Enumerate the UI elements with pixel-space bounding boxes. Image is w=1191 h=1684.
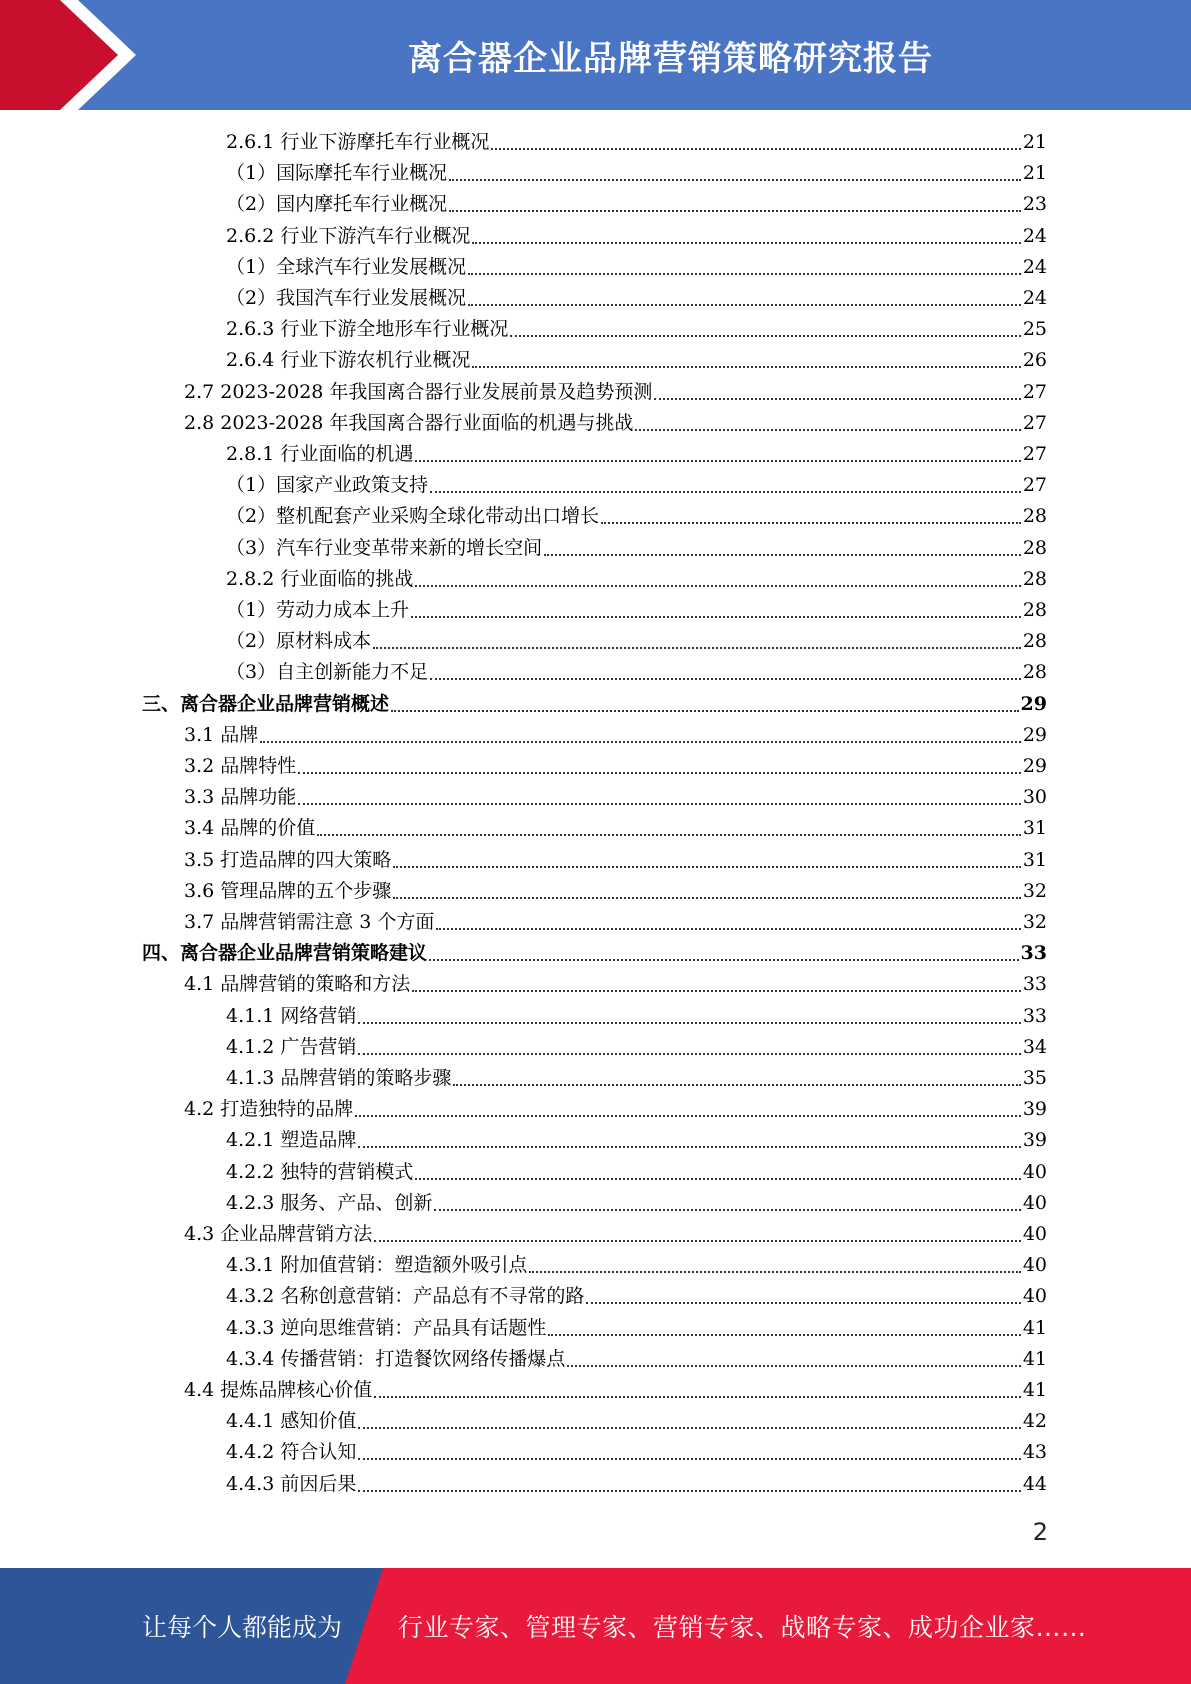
toc-entry-label: （1）劳动力成本上升	[226, 599, 410, 621]
toc-dot-leader	[586, 1302, 1020, 1304]
toc-entry-page: 27	[1022, 380, 1047, 403]
toc-entry[interactable]	[226, 189, 1047, 220]
toc-entry[interactable]	[226, 158, 1047, 189]
toc-dot-leader	[472, 366, 1020, 368]
toc-entry-label: 3.2 品牌特性	[184, 755, 297, 777]
toc-entry[interactable]	[226, 127, 1047, 158]
toc-entry-page: 44	[1022, 1472, 1047, 1495]
toc-entry-page: 33	[1020, 942, 1047, 965]
toc-entry-label: 2.8.2 行业面临的挑战	[226, 567, 414, 590]
toc-dot-leader	[544, 554, 1021, 556]
toc-dot-leader	[358, 1053, 1020, 1055]
toc-entry-page: 29	[1020, 692, 1047, 715]
toc-entry[interactable]	[184, 782, 1047, 813]
toc-entry-page: 42	[1022, 1410, 1047, 1433]
toc-entry-page: 41	[1022, 1316, 1047, 1339]
toc-dot-leader	[436, 928, 1020, 930]
toc-entry-label: 2.7 2023-2028 年我国离合器行业发展前景及趋势预测	[184, 380, 653, 403]
toc-entry-page: 32	[1022, 879, 1047, 902]
toc-entry-page: 33	[1022, 973, 1047, 996]
toc-entry[interactable]	[226, 439, 1047, 470]
toc-entry-label: （1）全球汽车行业发展概况	[226, 255, 467, 278]
toc-dot-leader	[358, 1458, 1020, 1460]
toc-entry-label: 2.6.1 行业下游摩托车行业概况	[226, 131, 490, 153]
toc-dot-leader	[298, 803, 1021, 805]
toc-entry[interactable]	[184, 1219, 1047, 1250]
toc-entry-page: 21	[1022, 162, 1047, 185]
toc-entry[interactable]	[226, 1469, 1047, 1500]
toc-entry[interactable]	[226, 564, 1047, 595]
toc-entry-label: 4.2.1 塑造品牌	[226, 1129, 357, 1152]
toc-entry-label: 4.4.1 感知价值	[226, 1410, 357, 1433]
toc-entry-label: 4.1 品牌营销的策略和方法	[184, 973, 411, 996]
toc-dot-leader	[391, 710, 1019, 712]
footer-banner	[0, 1568, 1191, 1684]
toc-dot-leader	[449, 210, 1021, 212]
toc-entry[interactable]	[184, 1375, 1047, 1406]
toc-entry-label: 4.3.2 名称创意营销：产品总有不寻常的路	[226, 1285, 585, 1308]
toc-dot-leader	[510, 335, 1020, 337]
toc-entry-label: （2）国内摩托车行业概况	[226, 193, 448, 216]
toc-entry-label: 4.2.3 服务、产品、创新	[226, 1191, 433, 1214]
toc-entry-page: 27	[1022, 443, 1047, 465]
toc-entry-label: 4.3 企业品牌营销方法	[184, 1223, 373, 1245]
toc-entry[interactable]	[184, 1094, 1047, 1125]
toc-entry-page: 32	[1022, 911, 1047, 933]
toc-entry[interactable]	[226, 1313, 1047, 1344]
toc-entry-label: （3）自主创新能力不足	[226, 661, 429, 684]
toc-dot-leader	[358, 1022, 1020, 1024]
header-banner	[0, 0, 1191, 110]
toc-entry-page: 24	[1022, 287, 1047, 309]
toc-dot-leader	[548, 1334, 1020, 1336]
toc-entry-label: 3.6 管理品牌的五个步骤	[184, 879, 392, 902]
toc-entry-page: 30	[1022, 786, 1047, 809]
toc-entry-label: 4.2 打造独特的品牌	[184, 1098, 354, 1121]
toc-entry[interactable]	[184, 907, 1047, 938]
footer-slogan-right: 行业专家、管理专家、营销专家、战略专家、成功企业家……	[398, 1613, 1087, 1642]
toc-entry-page: 28	[1022, 567, 1047, 590]
toc-entry[interactable]	[226, 1125, 1047, 1156]
toc-entry[interactable]	[226, 1250, 1047, 1281]
toc-entry[interactable]	[226, 501, 1047, 532]
toc-entry[interactable]	[184, 408, 1047, 439]
toc-entry-label: 2.6.4 行业下游农机行业概况	[226, 349, 471, 372]
toc-entry-label: 4.2.2 独特的营销模式	[226, 1160, 414, 1183]
toc-entry-label: （2）整机配套产业采购全球化带动出口增长	[226, 505, 600, 528]
toc-entry-label: 4.1.2 广告营销	[226, 1035, 357, 1058]
toc-entry[interactable]	[184, 720, 1047, 751]
toc-entry[interactable]	[184, 969, 1047, 1000]
toc-entry-page: 24	[1022, 255, 1047, 278]
toc-entry[interactable]	[226, 252, 1047, 283]
toc-entry[interactable]	[226, 1032, 1047, 1063]
toc-entry-label: 2.6.3 行业下游全地形车行业概况	[226, 318, 509, 341]
toc-entry-page: 23	[1022, 193, 1047, 216]
toc-entry[interactable]	[226, 1406, 1047, 1437]
toc-entry[interactable]	[226, 1188, 1047, 1219]
toc-entry-label: （1）国际摩托车行业概况	[226, 162, 448, 185]
toc-dot-leader	[434, 1209, 1020, 1211]
toc-entry-label: 四、离合器企业品牌营销策略建议	[142, 942, 428, 965]
toc-entry-label: 2.8 2023-2028 年我国离合器行业面临的机遇与挑战	[184, 411, 634, 434]
toc-dot-leader	[468, 304, 1021, 306]
toc-entry-label: 4.1.3 品牌营销的策略步骤	[226, 1067, 452, 1089]
toc-entry[interactable]	[226, 657, 1047, 688]
toc-entry-page: 29	[1022, 755, 1047, 777]
footer-slogan-left: 让每个人都能成为	[142, 1613, 343, 1642]
toc-entry[interactable]	[226, 314, 1047, 345]
toc-entry-label: （2）我国汽车行业发展概况	[226, 287, 467, 309]
report-title: 离合器企业品牌营销策略研究报告	[408, 38, 933, 79]
toc-dot-leader	[373, 647, 1021, 649]
toc-entry-label: 4.3.1 附加值营销：塑造额外吸引点	[226, 1254, 528, 1277]
toc-entry-label: 2.6.2 行业下游汽车行业概况	[226, 224, 471, 247]
toc-entry-page: 27	[1022, 411, 1047, 434]
toc-entry-page: 31	[1022, 817, 1047, 840]
toc-dot-leader	[358, 1427, 1020, 1429]
toc-entry-page: 28	[1022, 661, 1047, 684]
toc-entry-page: 40	[1022, 1223, 1047, 1245]
toc-entry-label: （3）汽车行业变革带来新的增长空间	[226, 536, 543, 559]
toc-entry-page: 39	[1022, 1098, 1047, 1121]
toc-entry[interactable]	[184, 845, 1047, 876]
toc-dot-leader	[468, 273, 1021, 275]
toc-dot-leader	[415, 1178, 1020, 1180]
toc-entry-label: 4.3.4 传播营销：打造餐饮网络传播爆点	[226, 1347, 566, 1370]
toc-dot-leader	[635, 429, 1020, 431]
toc-entry-label: 4.1.1 网络营销	[226, 1004, 357, 1027]
toc-entry[interactable]	[184, 876, 1047, 907]
toc-entry[interactable]	[226, 470, 1047, 501]
toc-dot-leader	[412, 990, 1021, 992]
toc-entry[interactable]	[226, 1157, 1047, 1188]
toc-dot-leader	[358, 1146, 1020, 1148]
toc-entry[interactable]	[142, 689, 1047, 720]
toc-dot-leader	[529, 1271, 1020, 1273]
toc-entry[interactable]	[226, 626, 1047, 657]
toc-dot-leader	[415, 460, 1020, 462]
toc-dot-leader	[491, 148, 1020, 150]
toc-entry-label: 4.3.3 逆向思维营销：产品具有话题性	[226, 1316, 547, 1339]
toc-entry-page: 28	[1022, 536, 1047, 559]
toc-entry-page: 40	[1022, 1285, 1047, 1308]
toc-entry-page: 43	[1022, 1441, 1047, 1464]
toc-entry[interactable]	[142, 938, 1047, 969]
toc-entry[interactable]	[226, 1001, 1047, 1032]
toc-entry-label: 3.1 品牌	[184, 723, 259, 746]
toc-dot-leader	[449, 179, 1021, 181]
toc-entry-page: 31	[1022, 848, 1047, 871]
toc-dot-leader	[393, 866, 1021, 868]
toc-entry-page: 35	[1022, 1067, 1047, 1089]
toc-entry-label: 4.4 提炼品牌核心价值	[184, 1379, 373, 1401]
toc-dot-leader	[358, 1490, 1020, 1492]
toc-dot-leader	[411, 616, 1021, 618]
toc-entry-label: 三、离合器企业品牌营销概述	[142, 692, 390, 715]
toc-dot-leader	[654, 398, 1020, 400]
toc-entry-page: 33	[1022, 1004, 1047, 1027]
toc-dot-leader	[430, 491, 1021, 493]
toc-entry[interactable]	[184, 377, 1047, 408]
toc-dot-leader	[472, 242, 1020, 244]
toc-dot-leader	[567, 1365, 1020, 1367]
toc-dot-leader	[317, 834, 1021, 836]
toc-entry-page: 28	[1022, 505, 1047, 528]
toc-entry-page: 41	[1022, 1379, 1047, 1401]
toc-entry-page: 26	[1022, 349, 1047, 372]
toc-entry-page: 28	[1022, 630, 1047, 653]
toc-entry-page: 27	[1022, 474, 1047, 497]
toc-dot-leader	[355, 1115, 1021, 1117]
toc-entry-page: 41	[1022, 1347, 1047, 1370]
toc-entry[interactable]	[226, 1437, 1047, 1468]
toc-dot-leader	[298, 772, 1021, 774]
page-number: 2	[1032, 1518, 1048, 1546]
toc-entry-page: 39	[1022, 1129, 1047, 1152]
toc-entry[interactable]	[226, 1344, 1047, 1375]
toc-dot-leader	[429, 959, 1019, 961]
toc-entry[interactable]	[226, 345, 1047, 376]
toc-entry-label: 3.7 品牌营销需注意 3 个方面	[184, 911, 435, 933]
toc-entry-page: 28	[1022, 599, 1047, 621]
red-chevron-decoration	[0, 0, 150, 110]
toc-dot-leader	[374, 1240, 1021, 1242]
toc-dot-leader	[260, 741, 1021, 743]
toc-entry-page: 25	[1022, 318, 1047, 341]
toc-entry[interactable]	[226, 221, 1047, 252]
toc-entry[interactable]	[226, 1281, 1047, 1312]
toc-entry[interactable]	[226, 283, 1047, 314]
toc-entry-label: 4.4.3 前因后果	[226, 1472, 357, 1495]
toc-entry-label: 4.4.2 符合认知	[226, 1441, 357, 1464]
toc-dot-leader	[374, 1396, 1021, 1398]
toc-entry[interactable]	[226, 533, 1047, 564]
toc-entry[interactable]	[184, 813, 1047, 844]
toc-entry-label: （1）国家产业政策支持	[226, 474, 429, 497]
toc-entry-page: 24	[1022, 224, 1047, 247]
toc-entry-page: 21	[1022, 131, 1047, 153]
toc-entry[interactable]	[184, 751, 1047, 782]
toc-entry-label: 3.5 打造品牌的四大策略	[184, 848, 392, 871]
toc-dot-leader	[430, 678, 1021, 680]
toc-dot-leader	[415, 585, 1020, 587]
toc-entry[interactable]	[226, 595, 1047, 626]
toc-entry-label: （2）原材料成本	[226, 630, 372, 653]
toc-entry-page: 40	[1022, 1191, 1047, 1214]
toc-entry-page: 40	[1022, 1160, 1047, 1183]
toc-dot-leader	[393, 897, 1021, 899]
toc-entry-label: 3.3 品牌功能	[184, 786, 297, 809]
toc-dot-leader	[453, 1084, 1020, 1086]
toc-dot-leader	[601, 522, 1021, 524]
toc-entry-page: 34	[1022, 1035, 1047, 1058]
toc-entry-page: 29	[1022, 723, 1047, 746]
toc-entry-label: 2.8.1 行业面临的机遇	[226, 443, 414, 465]
toc-entry[interactable]	[226, 1063, 1047, 1094]
toc-entry-page: 40	[1022, 1254, 1047, 1277]
toc-entry-label: 3.4 品牌的价值	[184, 817, 316, 840]
